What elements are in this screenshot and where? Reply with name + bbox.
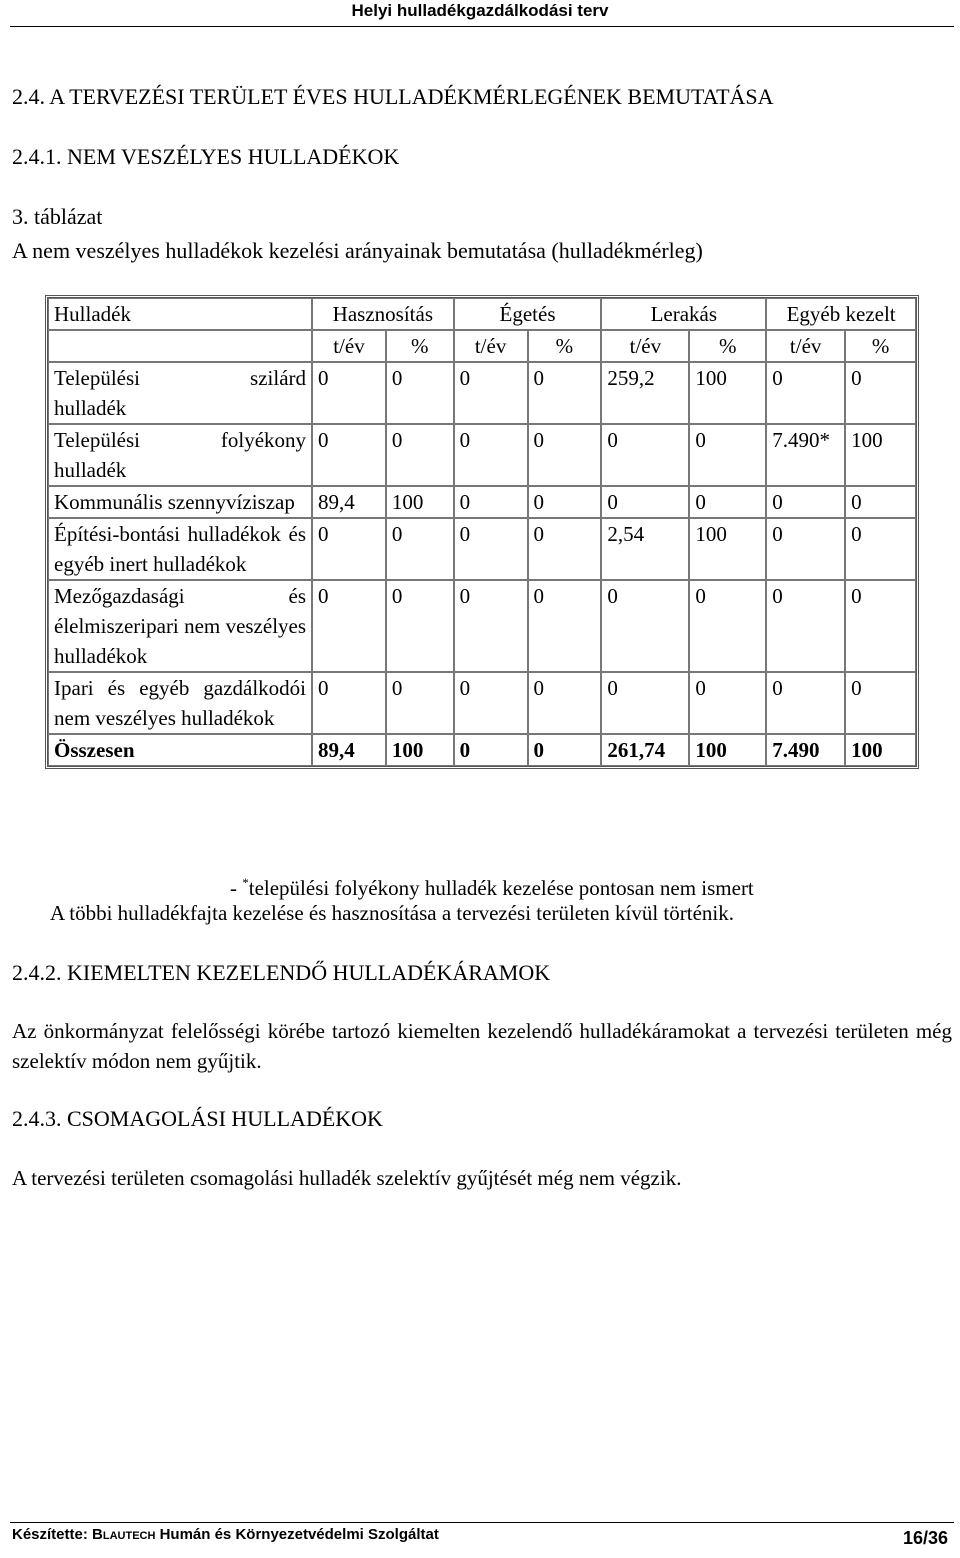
table-total-row [48, 734, 916, 766]
footnote-marker: * [242, 875, 249, 890]
table-cell: 0 [454, 362, 528, 424]
row-label [48, 424, 312, 486]
table-cell: 100 [845, 424, 916, 486]
table-cell: 0 [454, 672, 528, 734]
table-row [48, 486, 916, 518]
row-label-line: Települési szilárd [54, 366, 307, 390]
total-cell: 89,4 [312, 734, 386, 766]
table-cell: 0 [601, 424, 689, 486]
table-cell: 0 [528, 424, 602, 486]
table-header-row [48, 298, 916, 330]
footnote-text: települési folyékony hulladék kezelése pontosan nem ismert [248, 876, 754, 900]
row-label: Kommunális szennyvíziszap [48, 486, 312, 518]
table-row [48, 518, 916, 580]
table-cell: 0 [386, 362, 454, 424]
table-cell: 0 [528, 580, 602, 672]
table-cell: 0 [528, 672, 602, 734]
table-cell: 0 [766, 362, 845, 424]
total-cell: 0 [454, 734, 528, 766]
table-cell: 0 [386, 672, 454, 734]
unit-header: t/év [766, 330, 845, 362]
table-cell: 7.490* [766, 424, 845, 486]
table-cell: 0 [312, 672, 386, 734]
footer-suffix: Humán és Környezetvédelmi Szolgáltat [155, 1526, 439, 1543]
table-cell: 2,54 [601, 518, 689, 580]
table-unit-row [48, 330, 916, 362]
table-cell: 0 [689, 486, 766, 518]
footnote-dash: - [230, 876, 243, 900]
row-label-line: hulladék [54, 396, 127, 420]
footer-rule [10, 1522, 954, 1523]
unit-header: t/év [454, 330, 528, 362]
table-cell: 0 [689, 672, 766, 734]
table-label: 3. táblázat [12, 204, 103, 229]
table-cell: 100 [689, 518, 766, 580]
table-cell: 0 [312, 518, 386, 580]
section-heading: 2.4. A TERVEZÉSI TERÜLET ÉVES HULLADÉKMÉRLEGÉNEK BEMUTATÁSA [12, 84, 774, 109]
table-cell: 0 [528, 362, 602, 424]
footer-author [12, 1526, 439, 1543]
table-row [48, 362, 916, 424]
table-cell: 0 [386, 580, 454, 672]
table-cell: 0 [601, 486, 689, 518]
table-cell: 89,4 [312, 486, 386, 518]
total-cell: 100 [845, 734, 916, 766]
table-cell: 0 [766, 518, 845, 580]
table-cell: 0 [312, 580, 386, 672]
unit-header: t/év [312, 330, 386, 362]
row-label: Építési-bontási hulladékok és egyéb inert hulladékok [48, 518, 312, 580]
table-cell: 0 [845, 580, 916, 672]
total-cell: 100 [386, 734, 454, 766]
page-number: 16/36 [902, 1528, 948, 1548]
row-label: Ipari és egyéb gazdálkodói nem veszélyes hulladékok [48, 672, 312, 734]
priority-streams-text: Az önkormányzat felelősségi körébe tartozó kiemelten kezelendő hulladékáramokat a tervezési területen még szelektív módon nem gyűjtik. [12, 1019, 952, 1073]
table-cell: 0 [528, 518, 602, 580]
unit-header: % [845, 330, 916, 362]
table-caption: A nem veszélyes hulladékok kezelési arányainak bemutatása (hulladékmérleg) [12, 238, 703, 263]
header-rule [10, 26, 954, 27]
total-cell: 261,74 [601, 734, 689, 766]
table-cell: 0 [845, 486, 916, 518]
table-cell: 0 [689, 580, 766, 672]
table-cell: 0 [766, 486, 845, 518]
waste-balance-table [45, 295, 919, 769]
subsection-heading-packaging: 2.4.3. CSOMAGOLÁSI HULLADÉKOK [12, 1106, 383, 1131]
row-label [48, 362, 312, 424]
table-cell: 259,2 [601, 362, 689, 424]
table-cell: 0 [528, 486, 602, 518]
footer-prefix: Készítette: [12, 1526, 93, 1543]
table-cell: 100 [689, 362, 766, 424]
footer-company: Blautech [92, 1526, 156, 1543]
unit-header: % [386, 330, 454, 362]
table-cell: 0 [386, 518, 454, 580]
subsection-heading-priority-streams: 2.4.2. KIEMELTEN KEZELENDŐ HULLADÉKÁRAMOK [12, 960, 551, 985]
total-cell: 7.490 [766, 734, 845, 766]
table-cell: 0 [601, 580, 689, 672]
table-cell: 0 [454, 580, 528, 672]
header-waste: Hulladék [48, 298, 312, 330]
subsection-heading-nonhazardous: 2.4.1. NEM VESZÉLYES HULLADÉKOK [12, 144, 400, 169]
total-cell: 100 [689, 734, 766, 766]
unit-header: % [528, 330, 602, 362]
total-cell: 0 [528, 734, 602, 766]
header-group-landfill: Lerakás [601, 298, 766, 330]
row-label: Mezőgazdasági és élelmiszeripari nem veszélyes hulladékok [48, 580, 312, 672]
running-header: Helyi hulladékgazdálkodási terv [351, 1, 609, 20]
header-group-other: Egyéb kezelt [766, 298, 916, 330]
table-cell: 0 [312, 424, 386, 486]
row-label-line: hulladék [54, 458, 127, 482]
header-group-recovery: Hasznosítás [312, 298, 454, 330]
table-cell: 0 [454, 518, 528, 580]
table-cell: 100 [386, 486, 454, 518]
table-cell: 0 [845, 362, 916, 424]
unit-header: t/év [601, 330, 689, 362]
table-row [48, 672, 916, 734]
table-cell: 0 [766, 672, 845, 734]
table-row [48, 424, 916, 486]
table-cell: 0 [454, 486, 528, 518]
table-cell: 0 [845, 518, 916, 580]
table-row [48, 580, 916, 672]
other-waste-note: A többi hulladékfajta kezelése és hasznosítása a tervezési területen kívül történik. [50, 901, 734, 925]
table-cell: 0 [312, 362, 386, 424]
unit-header: % [689, 330, 766, 362]
header-group-incineration: Égetés [454, 298, 602, 330]
row-label-line: Települési folyékony [54, 428, 307, 452]
table-cell: 0 [454, 424, 528, 486]
table-cell: 0 [601, 672, 689, 734]
table-cell: 0 [689, 424, 766, 486]
table-cell: 0 [766, 580, 845, 672]
table-cell: 0 [845, 672, 916, 734]
total-label: Összesen [48, 734, 312, 766]
packaging-text: A tervezési területen csomagolási hulladék szelektív gyűjtését még nem végzik. [12, 1166, 682, 1190]
table-cell: 0 [386, 424, 454, 486]
unit-empty-cell [48, 330, 312, 362]
